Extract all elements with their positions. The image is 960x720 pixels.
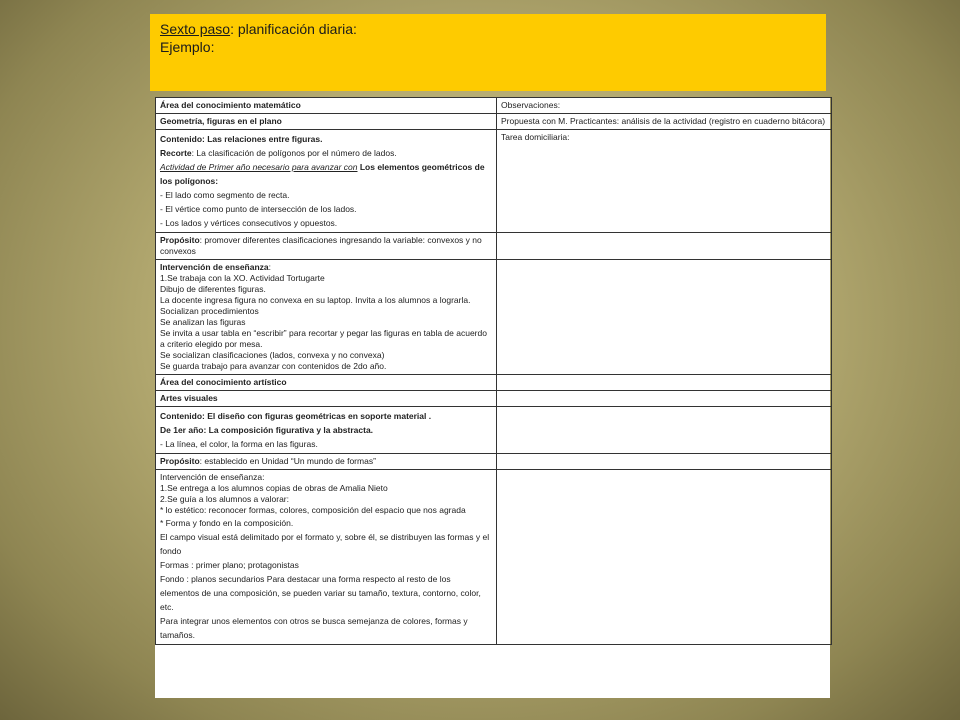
list-item: Se socializan clasificaciones (lados, convexa y no convexa) [160, 350, 385, 360]
list-item: Socializan procedimientos [160, 306, 259, 316]
table-row [156, 260, 832, 375]
list-item: - El vértice como punto de intersección de los lados. [160, 204, 357, 214]
primer-anio-line: De 1er año: La composición figurativa y la abstracta. [160, 425, 374, 435]
page-title [160, 20, 816, 38]
title-underlined: Sexto paso [160, 21, 231, 37]
recorte-label: Recorte [160, 148, 192, 158]
list-item: Formas : primer plano; protagonistas [160, 560, 299, 570]
list-item: Se invita a usar tabla en “escribir” para recortar y pegar las figuras en tabla de acuerdo a criterio elegido por mesa. [160, 328, 487, 349]
cell-contenido [156, 130, 497, 233]
list-item: La docente ingresa figura no convexa en su laptop. Invita a los alumnos a lograrla. [160, 295, 471, 305]
table-row [156, 130, 832, 233]
cell-intervencion-artes [156, 470, 497, 645]
list-item: 1.Se entrega a los alumnos copias de obras de Amalia Nieto [160, 483, 388, 493]
cell-contenido-artes [156, 407, 497, 454]
cell-artes-visuales: Artes visuales [156, 391, 497, 407]
list-item: * Forma y fondo en la composición. [160, 518, 294, 528]
cell-tarea-domiciliaria: Tarea domiciliaria: [497, 130, 832, 233]
list-item: Se analizan las figuras [160, 317, 246, 327]
cell-empty [497, 260, 832, 375]
proposito-text: : establecido en Unidad “Un mundo de formas” [199, 456, 376, 466]
list-item: Fondo : planos secundarios Para destacar una forma respecto al resto de los elementos de una composición, se pueden variar su tamaño, textura, contorno, color, etc. [160, 574, 481, 612]
cell-empty [497, 470, 832, 645]
intervencion-colon: : [268, 262, 272, 272]
cell-empty [497, 407, 832, 454]
planning-document [155, 97, 830, 698]
intervencion-heading [160, 262, 492, 273]
title-banner [150, 14, 826, 91]
list-item: - El lado como segmento de recta. [160, 190, 290, 200]
list-item: Dibujo de diferentes figuras. [160, 284, 266, 294]
cell-geometria: Geometría, figuras en el plano [156, 114, 497, 130]
contenido-heading: Contenido: Las relaciones entre figuras. [160, 134, 323, 144]
intervencion-label: Intervención de enseñanza [160, 262, 269, 272]
cell-empty [497, 391, 832, 407]
table-row [156, 391, 832, 407]
page-subtitle: Ejemplo: [160, 39, 215, 55]
cell-intervencion [156, 260, 497, 375]
table-row [156, 470, 832, 645]
proposito-label: Propósito [160, 456, 200, 466]
cell-proposito [156, 233, 497, 260]
actividad-bold: Los elementos geométricos de los polígonos: [160, 162, 485, 186]
proposito-label: Propósito [160, 235, 200, 245]
cell-observaciones: Observaciones: [497, 98, 832, 114]
table-row [156, 407, 832, 454]
cell-empty [497, 375, 832, 391]
list-item: Se guarda trabajo para avanzar con contenidos de 2do año. [160, 361, 387, 371]
cell-empty [497, 233, 832, 260]
cell-area-matematica: Área del conocimiento matemático [156, 98, 497, 114]
list-item: - La línea, el color, la forma en las figuras. [160, 439, 318, 449]
proposito-text: : promover diferentes clasificaciones ingresando la variable: convexos y no convexos [160, 235, 482, 256]
contenido-artes-line: Contenido: El diseño con figuras geométricas en soporte material . [160, 411, 432, 421]
table-row [156, 233, 832, 260]
actividad-italic: Actividad de Primer año necesario para avanzar con [160, 162, 358, 172]
list-item: 2.Se guía a los alumnos a valorar: [160, 494, 289, 504]
list-item: 1.Se trabaja con la XO. Actividad Tortugarte [160, 273, 325, 283]
actividad-line [160, 160, 492, 188]
title-rest: : planificación diaria: [230, 21, 357, 37]
table-row [156, 114, 832, 130]
list-item: Para integrar unos elementos con otros se busca semejanza de colores, formas y tamaños. [160, 616, 468, 640]
cell-area-artistica: Área del conocimiento artístico [156, 375, 497, 391]
list-item: - Los lados y vértices consecutivos y opuestos. [160, 218, 338, 228]
list-item: El campo visual está delimitado por el formato y, sobre él, se distribuyen las formas y el fondo [160, 532, 490, 556]
list-item: * lo estético: reconocer formas, colores, composición del espacio que nos agrada [160, 505, 466, 515]
recorte-text: : La clasificación de polígonos por el número de lados. [191, 148, 397, 158]
cell-empty [497, 454, 832, 470]
cell-propuesta: Propuesta con M. Practicantes: análisis de la actividad (registro en cuaderno bitácora) [497, 114, 832, 130]
cell-proposito-artes [156, 454, 497, 470]
recorte-line [160, 146, 492, 160]
planning-table [155, 97, 832, 645]
table-row [156, 375, 832, 391]
table-row [156, 454, 832, 470]
table-row [156, 98, 832, 114]
list-item: Intervención de enseñanza: [160, 472, 265, 482]
